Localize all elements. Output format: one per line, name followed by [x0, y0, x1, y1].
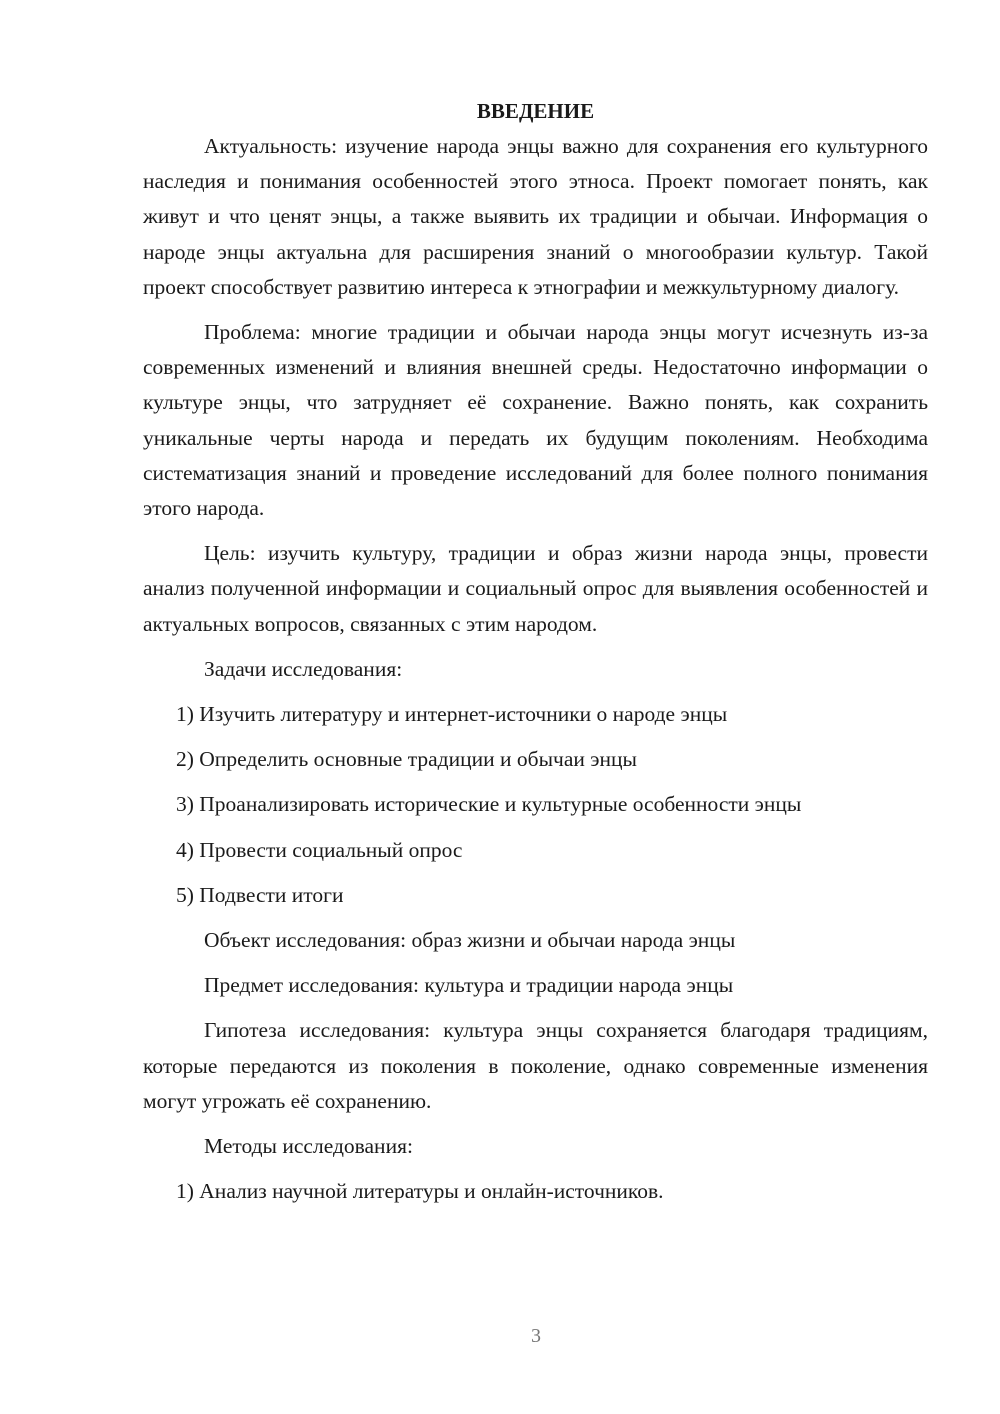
goal-paragraph: Цель: изучить культуру, традиции и образ жизни народа энцы, провести анализ полученной информации и социальный опрос для выявления особенностей и актуальных вопросов, связанных с этим народом.	[143, 541, 928, 636]
document-page	[143, 96, 928, 1219]
hypothesis-paragraph: Гипотеза исследования: культура энцы сохраняется благодаря традициям, которые передаются из поколения в поколение, однако современные изменения могут угрожать её сохранению.	[143, 1018, 928, 1113]
page-number: 3	[531, 1325, 541, 1347]
task-item-2: 2) Определить основные традиции и обычаи энцы	[176, 747, 637, 772]
research-subject: Предмет исследования: культура и традиции народа энцы	[204, 973, 734, 998]
task-item-4: 4) Провести социальный опрос	[176, 837, 463, 862]
method-item-1: 1) Анализ научной литературы и онлайн-источников.	[176, 1179, 664, 1204]
problem-paragraph: Проблема: многие традиции и обычаи народа энцы могут исчезнуть из-за современных изменений и влияния внешней среды. Недостаточно информации о культуре энцы, что затрудняет её сохранение. Важно понять, как сохранить уникальные черты народа и передать их будущим поколениям. Необходима систематизация знаний и проведение исследований для более полного понимания этого народа.	[143, 320, 928, 521]
tasks-heading: Задачи исследования:	[204, 656, 403, 681]
methods-heading: Методы исследования:	[204, 1134, 413, 1159]
task-item-5: 5) Подвести итоги	[176, 882, 344, 907]
page-title: ВВЕДЕНИЕ	[476, 99, 595, 123]
relevance-paragraph: Актуальность: изучение народа энцы важно для сохранения его культурного наследия и понимания особенностей этого этноса. Проект помогает понять, как живут и что ценят энцы, а также выявить их традиции и обычаи. Информация о народе энцы актуальна для расширения знаний о многообразии культур. Такой проект способствует развитию интереса к этнографии и межкультурному диалогу.	[143, 134, 928, 299]
research-object: Объект исследования: образ жизни и обычаи народа энцы	[204, 928, 736, 953]
task-item-1: 1) Изучить литературу и интернет-источники о народе энцы	[176, 702, 728, 727]
task-item-3: 3) Проанализировать исторические и культурные особенности энцы	[176, 792, 802, 817]
